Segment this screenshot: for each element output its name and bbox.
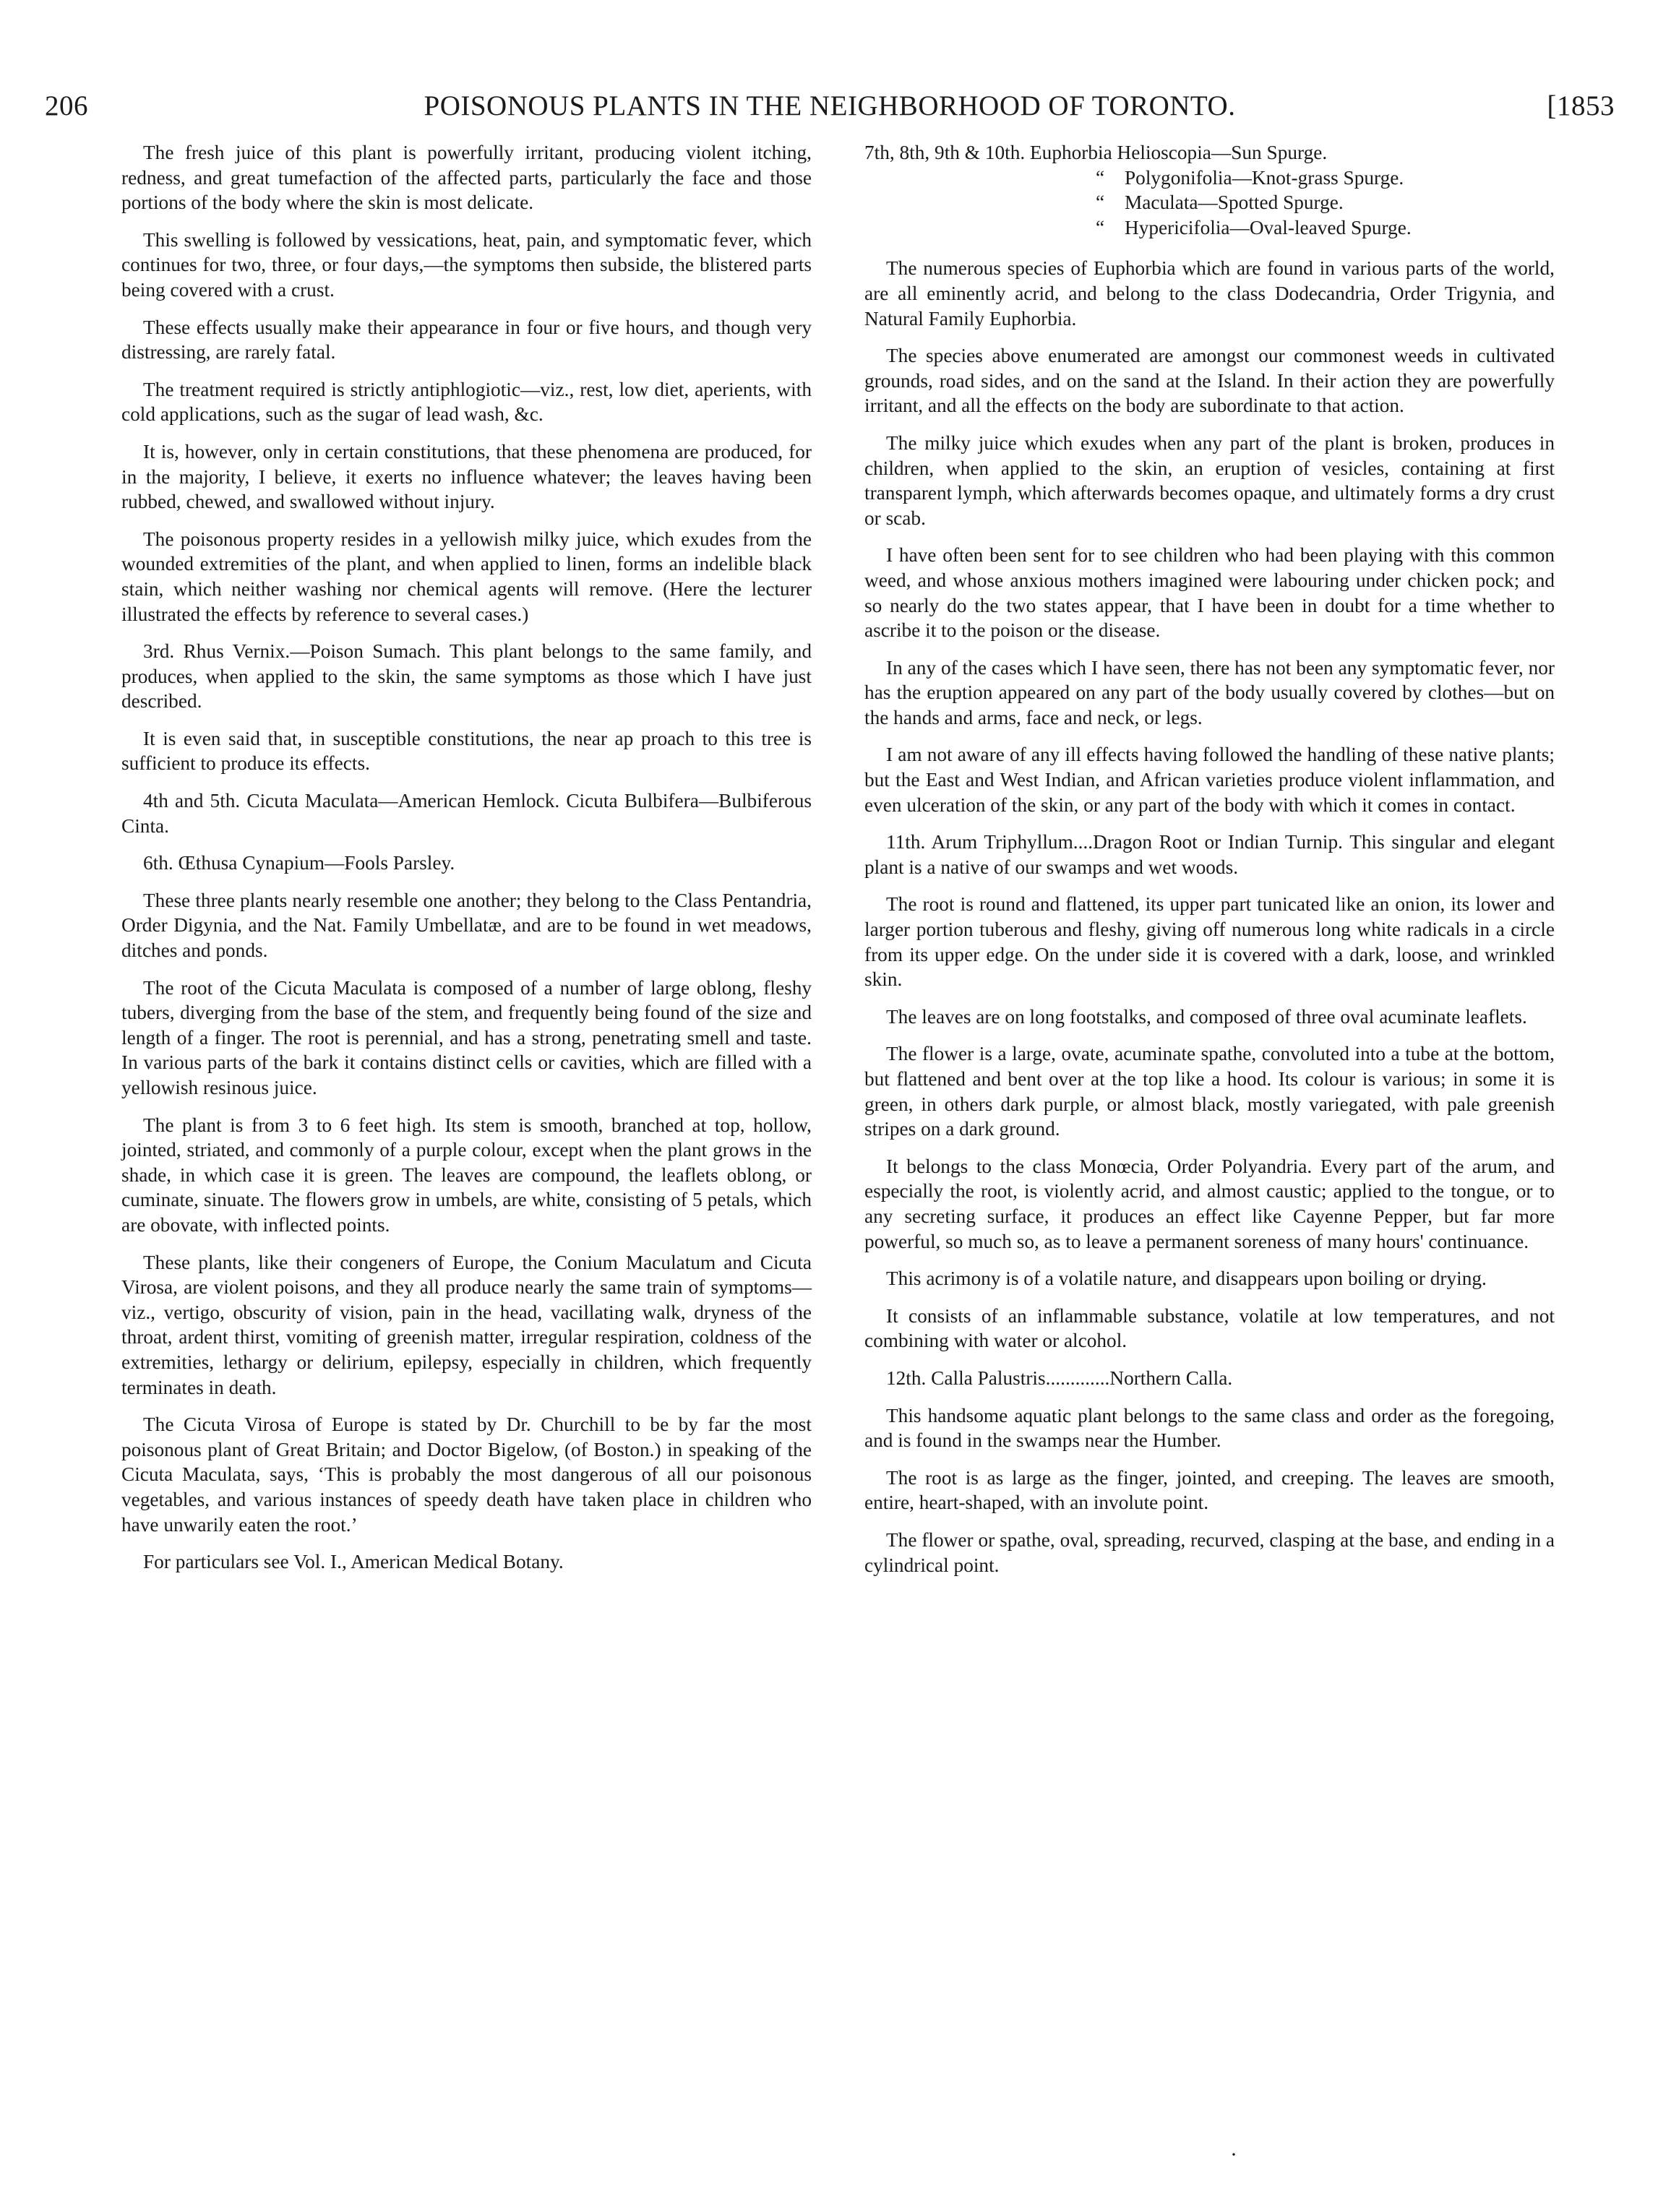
ink-speck: · (1230, 2143, 1237, 2166)
paragraph: 6th. Œthusa Cynapium—Fools Parsley. (143, 852, 455, 874)
euphorbia-item-label: Hypericifolia—Oval-leaved Spurge. (1125, 216, 1412, 238)
ditto-mark: “ (1096, 191, 1105, 214)
paragraph: The plant is from 3 to 6 feet high. Its stem is smooth, branched at top, hollow, jointed, striated, and commonly of a purple colour, except when the plant grows in the shade, in which case it is green. The leaves are compound, the leaflets oblong, or cuminate, sinuate. The flowers grow in umbels, are white, consisting of 5 petals, which are obovate, with inflected points. (121, 1114, 812, 1236)
paragraph: 4th and 5th. Cicuta Maculata—American Hemlock. Cicuta Bulbifera—Bulbiferous Cinta. (121, 790, 812, 837)
header-year: [1853 (1547, 90, 1615, 121)
paragraph: For particulars see Vol. I., American Medical Botany. (143, 1551, 564, 1573)
paragraph: These plants, like their congeners of Europe, the Conium Maculatum and Cicuta Virosa, are violent poisons, and they all produce nearly the same train of symptoms—viz., vertigo, obscurity of vision, pain in the head, vacillating walk, dryness of the throat, ardent thirst, vomiting of greenish matter, irregular respiration, coldness of the extremities, lethargy or delirium, epilepsy, especially in children, which frequently terminates in death. (121, 1251, 812, 1398)
paragraph: 12th. Calla Palustris.............Northern Calla. (886, 1367, 1233, 1389)
paragraph: The flower or spathe, oval, spreading, recurved, clasping at the base, and ending in a cylindrical point. (864, 1528, 1555, 1576)
page-title: POISONOUS PLANTS IN THE NEIGHBORHOOD OF TORONTO. (424, 90, 1236, 121)
paragraph: It is even said that, in susceptible constitutions, the near ap proach to this tree is sufficient to produce its effects. (121, 727, 812, 775)
paragraph: The root is round and flattened, its upper part tunicated like an onion, its lower and larger portion tuberous and fleshy, giving off numerous long white radicals in a circle from its upper edge. On the under side it is covered with a dark, loose, and wrinkled skin. (864, 893, 1555, 991)
paragraph: 11th. Arum Triphyllum....Dragon Root or Indian Turnip. This singular and elegant plant is a native of our swamps and wet woods. (864, 831, 1555, 878)
paragraph: It belongs to the class Monœcia, Order Polyandria. Every part of the arum, and especially the root, is violently acrid, and almost caustic; applied to the tongue, or to any secreting surface, it produces an effect like Cayenne Pepper, but far more powerful, so much so, as to leave a permanent soreness of many hours' continuance. (864, 1155, 1555, 1252)
paragraph: The numerous species of Euphorbia which are found in various parts of the world, are all eminently acrid, and belong to the class Dodecandria, Order Trigynia, and Natural Family Euphorbia. (864, 257, 1555, 330)
paragraph: This swelling is followed by vessications, heat, pain, and symptomatic fever, which continues for two, three, or four days,—the symptoms then subside, the blistered parts being covered with a crust. (121, 228, 812, 301)
right-column (864, 140, 1555, 1590)
paragraph: The fresh juice of this plant is powerfully irritant, producing violent itching, redness, and great tumefaction of the affected parts, particularly the face and those portions of the body where the skin is most delicate. (121, 142, 812, 214)
running-header (45, 90, 1615, 133)
paragraph: It consists of an inflammable substance, volatile at low temperatures, and not combining with water or alcohol. (864, 1304, 1555, 1352)
paragraph: This handsome aquatic plant belongs to the same class and order as the foregoing, and is found in the swamps near the Humber. (864, 1404, 1555, 1452)
paragraph: The milky juice which exudes when any part of the plant is broken, produces in children, when applied to the skin, an eruption of vesicles, containing at first transparent lymph, which afterwards becomes opaque, and ultimately forms a dry crust or scab. (864, 431, 1555, 529)
ditto-mark: “ (1096, 216, 1105, 238)
paragraph: The treatment required is strictly antiphlogiotic—viz., rest, low diet, aperients, with cold applications, such as the sugar of lead wash, &c. (121, 378, 812, 426)
euphorbia-item (864, 190, 1555, 215)
paragraph: The poisonous property resides in a yellowish milky juice, which exudes from the wounded extremities of the plant, and when applied to linen, forms an indelible black stain, which neither washing nor chemical agents will remove. (Here the lecturer illustrated the effects by reference to several cases.) (121, 528, 812, 625)
paragraph: The Cicuta Virosa of Europe is stated by Dr. Churchill to be by far the most poisonous plant of Great Britain; and Doctor Bigelow, (of Boston.) in speaking of the Cicuta Maculata, says, ‘This is probably the most dangerous of all our poisonous vegetables, and various instances of speedy death have taken place in children who have unwarily eaten the root.’ (121, 1413, 812, 1536)
paragraph: These effects usually make their appearance in four or five hours, and though very distressing, are rarely fatal. (121, 316, 812, 363)
paragraph: In any of the cases which I have seen, there has not been any symptomatic fever, nor has the eruption appeared on any part of the body usually covered by clothes—but on the hands and arms, face and neck, or legs. (864, 656, 1555, 728)
euphorbia-list (864, 140, 1555, 240)
ditto-mark: “ (1096, 166, 1105, 189)
paragraph: The root of the Cicuta Maculata is composed of a number of large oblong, fleshy tubers, diverging from the base of the stem, and frequently being found of the size and length of a finger. The root is perennial, and has a strong, penetrating smell and taste. In various parts of the bark it contains distinct cells or cavities, which are filled with a yellowish resinous juice. (121, 976, 812, 1098)
euphorbia-item (864, 215, 1555, 241)
paragraph: This acrimony is of a volatile nature, and disappears upon boiling or drying. (886, 1268, 1487, 1290)
euphorbia-item-label: Polygonifolia—Knot-grass Spurge. (1125, 166, 1404, 189)
page-number: 206 (45, 90, 88, 121)
paragraph: 3rd. Rhus Vernix.—Poison Sumach. This plant belongs to the same family, and produces, when applied to the skin, the same symptoms as those which I have just described. (121, 640, 812, 713)
paragraph: I am not aware of any ill effects having followed the handling of these native plants; but the East and West Indian, and African varieties produce violent inflammation, and even ulceration of the skin, or any part of the body with which it comes in contact. (864, 744, 1555, 816)
left-column (121, 140, 812, 1587)
paragraph: The root is as large as the finger, jointed, and creeping. The leaves are smooth, entire, heart-shaped, with an involute point. (864, 1466, 1555, 1514)
paragraph: The leaves are on long footstalks, and composed of three oval acuminate leaflets. (886, 1005, 1527, 1028)
euphorbia-item (864, 165, 1555, 191)
paragraph: It is, however, only in certain constitutions, that these phenomena are produced, for in the majority, I believe, it exerts no influence whatever; the leaves having been rubbed, chewed, and swallowed without injury. (121, 440, 812, 513)
euphorbia-heading: 7th, 8th, 9th & 10th. Euphorbia Helioscopia—Sun Spurge. (864, 142, 1328, 163)
paragraph: The species above enumerated are amongst our commonest weeds in cultivated grounds, road sides, and on the sand at the Island. In their action they are powerfully irritant, and all the effects on the body are subordinate to that action. (864, 345, 1555, 417)
paragraph: These three plants nearly resemble one another; they belong to the Class Pentandria, Order Digynia, and the Nat. Family Umbellatæ, and are to be found in wet meadows, ditches and ponds. (121, 889, 812, 962)
paragraph: I have often been sent for to see children who had been playing with this common weed, and whose anxious mothers imagined were labouring under chicken pock; and so nearly do the two states appear, that I have been in doubt for a time whether to ascribe it to the poison or the disease. (864, 544, 1555, 642)
euphorbia-item-label: Maculata—Spotted Spurge. (1125, 191, 1344, 214)
paragraph: The flower is a large, ovate, acuminate spathe, convoluted into a tube at the bottom, but flattened and bent over at the top like a hood. Its colour is various; in some it is green, in others dark purple, or almost black, mostly variegated, with pale greenish stripes on a dark ground. (864, 1043, 1555, 1140)
